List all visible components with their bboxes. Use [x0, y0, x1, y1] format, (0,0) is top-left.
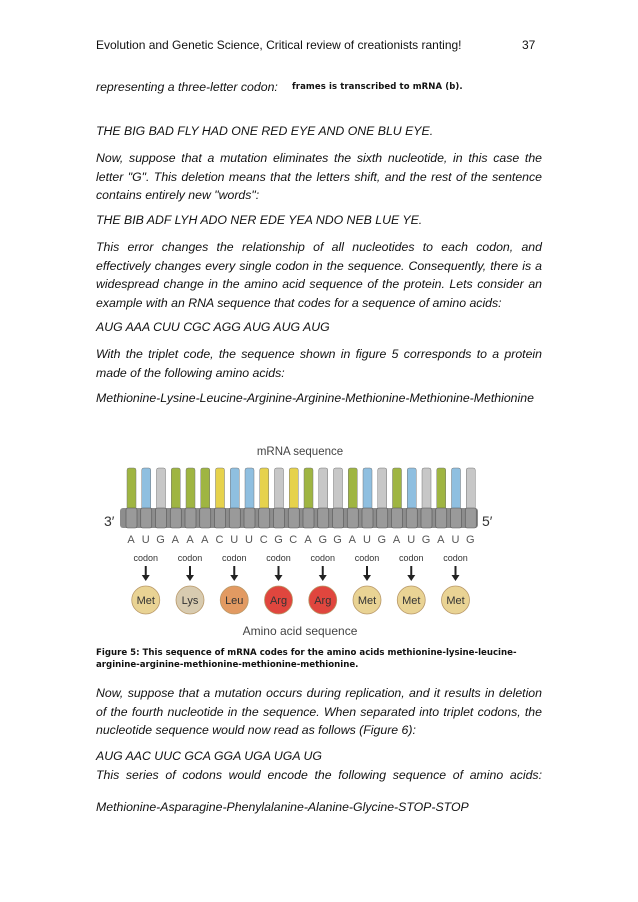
- codon-arrow-head: [142, 575, 150, 581]
- codon-arrow-head: [407, 575, 415, 581]
- backbone-bead: [465, 508, 476, 528]
- base-letter: U: [245, 534, 253, 546]
- backbone-bead: [200, 508, 211, 528]
- nucleotide-bar: [304, 468, 313, 510]
- series-line: This series of codons would encode the following sequence of amino acids:: [96, 768, 542, 782]
- rna-sequence: AUG AAA CUU CGC AGG AUG AUG AUG: [96, 320, 330, 334]
- backbone-bead: [288, 508, 299, 528]
- paragraph-mutation: Now, suppose that a mutation eliminates the sixth nucleotide, in this case the letter "G". This deletion means that the letters shift, and the rest of the sentence contains entirely new "words":: [96, 151, 542, 203]
- nucleotide-bar: [289, 468, 298, 510]
- nucleotide-bar: [407, 468, 416, 510]
- paragraph-error: This error changes the relationship of all nucleotides to each codon, and effectively changes every single codon in the sequence. Consequently, there is a widespread change in the amino acid sequence of the protein. Lets consider an example with an RNA sequence that codes for a sequence of amino acids:: [96, 240, 542, 310]
- nucleotide-bar: [275, 468, 284, 510]
- codon-arrow-head: [363, 575, 371, 581]
- nucleotide-bars: [127, 468, 475, 510]
- base-letter: U: [141, 534, 150, 546]
- backbone-bead: [333, 508, 344, 528]
- codon-arrow-head: [452, 575, 460, 581]
- codon-groups: [133, 553, 467, 581]
- nucleotide-bar: [127, 468, 136, 510]
- nucleotide-bar: [201, 468, 210, 510]
- codon-label: codon: [266, 553, 291, 563]
- nucleotide-bar: [186, 468, 195, 510]
- page-number: 37: [522, 38, 536, 52]
- backbone-bead: [406, 508, 417, 528]
- base-letter: A: [201, 534, 209, 546]
- sentence-original: THE BIG BAD FLY HAD ONE RED EYE AND ONE BLU EYE.: [96, 124, 434, 138]
- base-letter: A: [186, 534, 194, 546]
- base-letter: C: [259, 534, 268, 546]
- amino-acid-label: Leu: [225, 595, 244, 607]
- backbone-bead: [421, 508, 432, 528]
- nucleotide-bar: [245, 468, 254, 510]
- base-letter: A: [392, 534, 401, 546]
- backbone-bead: [259, 508, 270, 528]
- nucleotide-bar: [348, 468, 357, 510]
- codon-arrow-head: [275, 575, 283, 581]
- base-letter: G: [274, 534, 283, 546]
- nucleotide-bar: [363, 468, 372, 510]
- backbone-bead: [126, 508, 137, 528]
- amino-acid-label: Arg: [314, 595, 332, 607]
- nucleotide-bar: [466, 468, 475, 510]
- backbone-bead: [377, 508, 388, 528]
- amino-acid-chain-mutated: Methionine-Asparagine-Phenylalanine-Alanine-Glycine-STOP-STOP: [96, 800, 469, 814]
- figure-mrna-diagram: [100, 440, 512, 640]
- codon-arrow-head: [319, 575, 327, 581]
- nucleotide-bar: [216, 468, 225, 510]
- base-letter: G: [377, 534, 387, 546]
- nucleotide-bar: [422, 468, 431, 510]
- amino-acid-label: Met: [136, 595, 155, 607]
- amino-acid-chain: Methionine-Lysine-Leucine-Arginine-Arginine-Methionine-Methionine-Methionine: [96, 391, 534, 405]
- amino-acid-label: Lys: [181, 595, 199, 607]
- codon-label: codon: [443, 553, 468, 563]
- amino-acid-label: Arg: [269, 595, 288, 607]
- base-letter: A: [348, 534, 356, 546]
- amino-acid-sequence-label: Amino acid sequence: [242, 624, 358, 638]
- backbone-bead: [303, 508, 314, 528]
- codon-label: codon: [133, 553, 159, 563]
- backbone-bead: [436, 508, 447, 528]
- base-letter: G: [465, 534, 475, 546]
- base-letter: A: [171, 534, 179, 546]
- nucleotide-bar: [142, 468, 151, 510]
- nucleotide-bar: [171, 468, 180, 510]
- backbone-bead: [156, 508, 167, 528]
- sentence-shifted: THE BIB ADF LYH ADO NER EDE YEA NDO NEB LUE YE.: [96, 213, 423, 227]
- overlay-fragment: frames is transcribed to mRNA (b).: [292, 82, 463, 92]
- base-letter: U: [230, 534, 239, 546]
- paragraph-replication: Now, suppose that a mutation occurs during replication, and it results in deletion of the fourth nucleotide in the sequence. When separated into triplet codons, the nucleotide sequence would now read as follows (Figure 6):: [96, 686, 542, 738]
- five-prime-end: 5′: [482, 513, 493, 529]
- backbone-bead: [244, 508, 255, 528]
- codon-label: codon: [177, 553, 203, 563]
- paragraph-triplet: With the triplet code, the sequence shown in figure 5 corresponds to a protein made of the following amino acids:: [96, 347, 542, 380]
- base-letter: A: [437, 534, 445, 546]
- backbone-bead: [362, 508, 373, 528]
- codon-intro-line: representing a three-letter codon:: [96, 80, 278, 94]
- amino-acid-circles: [132, 586, 470, 614]
- backbone-bead: [141, 508, 152, 528]
- nucleotide-bar: [452, 468, 461, 510]
- base-letter: G: [333, 534, 342, 546]
- base-letter: G: [318, 534, 328, 546]
- base-letter: U: [363, 534, 371, 546]
- nucleotide-bar: [157, 468, 166, 510]
- base-letter: C: [215, 534, 224, 546]
- backbone-bead: [215, 508, 226, 528]
- backbone-bead: [392, 508, 403, 528]
- mrna-diagram-svg: [100, 440, 512, 640]
- nucleotide-bar: [378, 468, 387, 510]
- backbone-bead: [451, 508, 462, 528]
- codon-label: codon: [354, 553, 380, 563]
- running-header: Evolution and Genetic Science, Critical review of creationists ranting!: [96, 38, 462, 52]
- base-letter: A: [304, 534, 312, 546]
- three-prime-end: 3′: [104, 513, 115, 529]
- backbone-bead: [229, 508, 240, 528]
- base-letter: G: [156, 534, 165, 546]
- base-letter: U: [407, 534, 416, 546]
- base-letter: A: [127, 534, 135, 546]
- codon-label: codon: [398, 553, 424, 563]
- codon-label: codon: [221, 553, 247, 563]
- amino-acid-label: Met: [357, 595, 377, 607]
- nucleotide-bar: [334, 468, 343, 510]
- figure-caption: Figure 5: This sequence of mRNA codes for the amino acids methionine-lysine-leucine-arginine-arginine-methionine-methionine-methionine.: [96, 648, 517, 671]
- nucleotide-bar: [260, 468, 269, 510]
- base-letters: [127, 534, 474, 546]
- rna-mutated-sequence: AUG AAC UUC GCA GGA UGA UGA UG: [96, 749, 322, 763]
- backbone-bead: [274, 508, 285, 528]
- backbone-bead: [347, 508, 358, 528]
- amino-acid-label: Met: [402, 595, 421, 607]
- codon-arrow-head: [230, 575, 238, 581]
- figure-title: mRNA sequence: [256, 446, 344, 458]
- codon-arrow-head: [186, 575, 194, 581]
- base-letter: U: [451, 534, 460, 546]
- base-letter: C: [289, 534, 298, 546]
- backbone-bead: [170, 508, 181, 528]
- amino-acid-label: Met: [446, 595, 465, 607]
- backbone-bead: [185, 508, 196, 528]
- backbone-bead: [318, 508, 329, 528]
- codon-label: codon: [310, 553, 336, 563]
- base-letter: G: [421, 534, 431, 546]
- nucleotide-bar: [230, 468, 239, 510]
- nucleotide-bar: [393, 468, 402, 510]
- nucleotide-bar: [319, 468, 328, 510]
- nucleotide-bar: [437, 468, 446, 510]
